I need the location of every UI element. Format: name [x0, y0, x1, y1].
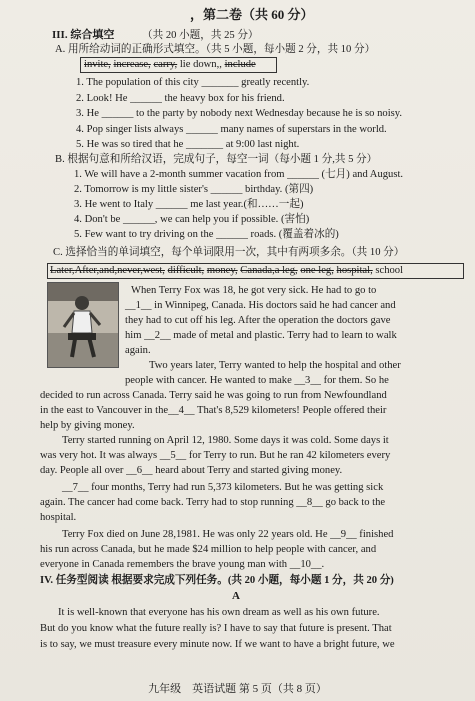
- partA-item-4: 4. Pop singer lists always ______ many names of superstars in the world.: [76, 124, 387, 135]
- partB-item-1: 1. We will have a 2-month summer vacation from ______ (七月) and August.: [74, 169, 404, 180]
- partB-item-3: 3. He went to Italy ______ me last year.(和……一起): [74, 199, 304, 210]
- passage-line-2: __1__ in Winnipeg, Canada. His doctors said he had cancer and: [125, 300, 396, 311]
- runner-photo: [47, 282, 119, 368]
- passage-line-16: hospital.: [40, 512, 77, 523]
- page-footer: 九年级 英语试题 第 5 页（共 8 页）: [148, 683, 327, 695]
- passage-line-18: his run across Canada, but he made $24 million to help people with cancer, and: [40, 544, 377, 555]
- sec3-heading: III. 综合填空: [52, 29, 115, 41]
- sec4-line-2: But do you know what the future really is? I have to say that future is present. That: [40, 623, 392, 634]
- passage-line-19: everyone in Canada remembers the brave young man with __10__.: [40, 559, 325, 570]
- passage-line-9: in the east to Vancouver in the__4__ That's 8,529 kilometers! People offered their: [40, 405, 387, 416]
- partA-words: invite, increase, carry, lie down,, include: [84, 59, 256, 70]
- partC-instructions: C. 选择恰当的单词填空，每个单词限用一次，其中有两项多余。（共 10 分）: [53, 247, 405, 258]
- partA-instructions: A. 用所给动词的正确形式填空。（共 5 小题，每小题 2 分，共 10 分）: [55, 44, 376, 55]
- partB-item-2: 2. Tomorrow is my little sister's ______ birthday. (第四): [74, 184, 314, 195]
- partA-item-3: 3. He ______ to the party by nobody next Wednesday because he is so noisy.: [76, 108, 403, 119]
- passage-line-1: When Terry Fox was 18, he got very sick. He had to go to: [131, 285, 377, 296]
- partA-item-2: 2. Look! He ______ the heavy box for his friend.: [76, 93, 285, 104]
- sec4-line-1: It is well-known that everyone has his own dream as well as his own future.: [58, 607, 380, 618]
- passage-line-17: Terry Fox died on June 28,1981. He was only 22 years old. He __9__ finished: [62, 529, 394, 540]
- partA-item-5: 5. He was so tired that he _______ at 9:00 last night.: [76, 139, 300, 150]
- passage-line-14: __7__ four months, Terry had run 5,373 kilometers. But he was getting sick: [62, 482, 384, 493]
- sec4-heading: IV. 任务型阅读 根据要求完成下列任务。(共 20 小题，每小题 1 分，共 20 分): [40, 575, 394, 586]
- partB-item-4: 4. Don't be ______, we can help you if possible. (害怕): [74, 214, 310, 225]
- passage-line-8: decided to run across Canada. Terry said he was going to run from Newfoundland: [40, 390, 387, 401]
- passage-line-4: him __2__ made of metal and plastic. Terry had to learn to walk: [125, 330, 397, 341]
- passage-line-7: people with cancer. He wanted to make __3__ for them. So he: [125, 375, 389, 386]
- partA-item-1: 1. The population of this city _______ greatly recently.: [76, 77, 310, 88]
- passage-line-3: they had to cut off his leg. After the operation the doctors gave: [125, 315, 391, 326]
- passage-line-13: day. People all over __6__ heard about Terry and started giving money.: [40, 465, 343, 476]
- sec3-heading-note: （共 20 小题，共 25 分）: [142, 30, 259, 41]
- section-title: ，第二卷（共 60 分）: [190, 7, 314, 22]
- passage-line-10: help by giving money.: [40, 420, 135, 431]
- passage-line-5: again.: [125, 345, 151, 356]
- sec4-part-label: A: [232, 590, 240, 602]
- passage-line-6: Two years later, Terry wanted to help the hospital and other: [149, 360, 401, 371]
- passage-line-11: Terry started running on April 12, 1980. Some days it was cold. Some days it: [62, 435, 389, 446]
- passage-line-15: again. The cancer had come back. Terry had to stop running __8__ go back to the: [40, 497, 386, 508]
- passage-line-12: was very hot. It was always __5__ for Terry to run. But he ran 42 kilometers every: [40, 450, 391, 461]
- partB-item-5: 5. Few want to try driving on the ______ roads. (覆盖着冰的): [74, 229, 339, 240]
- sec4-line-3: is to say, we must treasure every minute now. If we want to have a bright future, we: [40, 639, 395, 650]
- partC-words: Later,After,and,never,west, difficult, money, Canada,a leg, one leg, hospital, school: [50, 265, 404, 276]
- partB-instructions: B. 根据句意和所给汉语，完成句子，每空一词（每小题 1 分,共 5 分）: [55, 154, 378, 165]
